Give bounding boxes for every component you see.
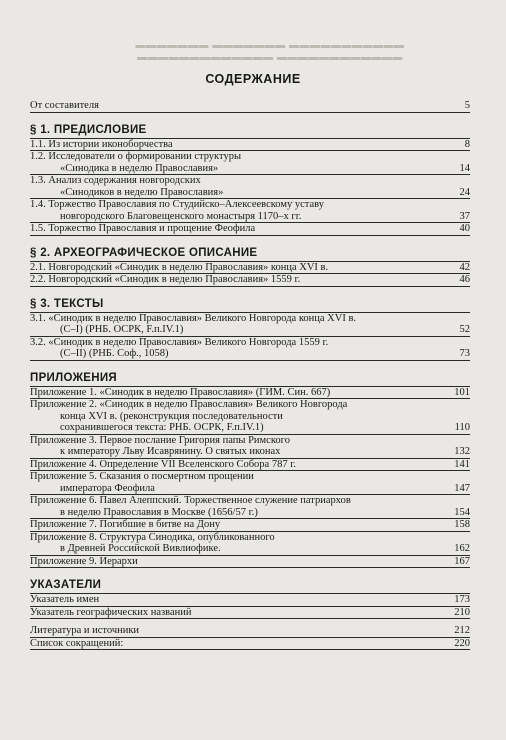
toc-entry-line: Приложение 8. Структура Синодика, опубликованного (30, 531, 275, 543)
toc-entry-preface[interactable] (30, 100, 470, 113)
toc-entry[interactable] (30, 313, 470, 337)
toc-entry-line: 1.2. Исследователи о формировании структуры (30, 151, 242, 162)
toc-entry-line: 3.2. «Синодик в неделю Православия» Великого Новгорода 1559 г. (30, 336, 329, 348)
page-number: 24 (459, 186, 470, 198)
toc-entry-label (30, 638, 470, 650)
section-heading: § 3. ТЕКСТЫ (30, 298, 470, 313)
page-number: 210 (454, 606, 470, 618)
toc-entry-line: 2.1. Новгородский «Синодик в неделю Православия» конца XVI в. (30, 261, 329, 273)
toc-entry-label (30, 223, 470, 235)
toc-entry-line: Литература и источники (30, 625, 140, 636)
page-number: 8 (464, 138, 470, 150)
toc-entry-line: Приложение 7. Погибшие в битве на Дону (30, 519, 221, 530)
toc-entry-line: Приложение 4. Определение VII Вселенского Собора 787 г. (30, 458, 296, 470)
toc-entry-line: 1.3. Анализ содержания новгородских (30, 175, 201, 186)
toc-entry[interactable] (30, 471, 470, 495)
toc-entry-line: Указатель географических названий (30, 606, 192, 618)
toc-entry[interactable] (30, 262, 470, 275)
page-number: 101 (454, 386, 470, 398)
section-heading: § 1. ПРЕДИСЛОВИЕ (30, 124, 470, 139)
toc-entry[interactable] (30, 337, 470, 361)
page-number: 46 (459, 274, 470, 285)
toc-entry[interactable] (30, 387, 470, 400)
page-number: 37 (459, 210, 470, 222)
toc-entry-line: Приложение 5. Сказания о посмертном прощении (30, 471, 254, 482)
toc-entry-label (30, 625, 470, 637)
toc-entry[interactable] (30, 399, 470, 435)
page-number: 220 (454, 637, 470, 649)
toc-entry-line: «Синодика в неделю Православия» (60, 162, 219, 174)
page-number: 14 (459, 162, 470, 174)
toc-entry-label (30, 556, 470, 568)
page-number: 154 (454, 506, 470, 518)
page-number: 132 (454, 446, 470, 457)
toc-entry-line: 1.1. Из истории иконоборчества (30, 138, 173, 150)
toc-entry[interactable] (30, 495, 470, 519)
toc-entry-label (30, 139, 470, 151)
toc-entry-label (30, 262, 470, 274)
toc-entry[interactable] (30, 625, 470, 638)
page-number: 158 (454, 519, 470, 530)
toc-entry-line: Список сокращений: (30, 637, 124, 649)
toc-entry-line: Приложение 6. Павел Алеппский. Торжественное служение патриархов (30, 495, 351, 506)
toc-entry-label (30, 594, 470, 606)
toc-entry-label (30, 387, 470, 399)
page-number: 42 (459, 261, 470, 273)
toc-entry-line: к императору Льву Исаврянину. О святых иконах (60, 446, 281, 457)
toc-entry-line: новгородского Благовещенского монастыря 1170–х гг. (60, 210, 302, 222)
page-number: 147 (454, 482, 470, 494)
toc-entry[interactable] (30, 199, 470, 223)
page-number: 5 (464, 100, 470, 111)
toc-entry-label (30, 175, 470, 198)
toc-entry-line: в неделю Православия в Москве (1656/57 г.) (60, 506, 258, 518)
toc-entry[interactable] (30, 556, 470, 569)
toc-entry-line: Приложение 2. «Синодик в неделю Православия» Великого Новгорода (30, 399, 348, 410)
toc-entry-line: Приложение 3. Первое послание Григория папы Римского (30, 434, 290, 446)
page-number: 52 (459, 324, 470, 335)
toc-entry-line: Приложение 1. «Синодик в неделю Православия» (ГИМ. Син. 667) (30, 386, 331, 398)
toc-entry-label (30, 337, 470, 360)
toc-entry[interactable] (30, 519, 470, 532)
toc-entry[interactable] (30, 274, 470, 287)
toc-entry[interactable] (30, 607, 470, 620)
toc-entry-label (30, 399, 470, 434)
page-number: 167 (454, 555, 470, 567)
table-of-contents (30, 96, 470, 650)
toc-entry[interactable] (30, 532, 470, 556)
toc-entry[interactable] (30, 151, 470, 175)
toc-entry-label (30, 607, 470, 619)
toc-entry-label (30, 459, 470, 471)
toc-entry[interactable] (30, 139, 470, 152)
toc-entry-line: Указатель имен (30, 594, 100, 605)
toc-entry-line: сохранившегося текста: РНБ. ОСРК, F.п.IV.1) (60, 422, 264, 433)
section-heading: ПРИЛОЖЕНИЯ (30, 372, 470, 387)
bleed-through-text: ▬▬▬▬▬▬▬ ▬▬▬▬▬▬▬ ▬▬▬▬▬▬▬▬▬▬▬ ▬▬▬▬▬▬▬▬▬▬▬▬▬ ▬▬▬▬▬▬▬▬▬▬▬▬ (135, 40, 405, 63)
toc-entry-line: 3.1. «Синодик в неделю Православия» Великого Новгорода конца XVI в. (30, 312, 357, 324)
toc-entry-label (30, 151, 470, 174)
toc-entry-line: (С–I) (РНБ. ОСРК, F.п.IV.1) (60, 324, 184, 335)
toc-entry-line: в Древней Российской Вивлиофике. (60, 543, 221, 554)
toc-entry-line: 2.2. Новгородский «Синодик в неделю Православия» 1559 г. (30, 274, 301, 285)
toc-entry-line: императора Феофила (60, 482, 155, 494)
toc-entry-label (30, 532, 470, 555)
page-number: 73 (459, 348, 470, 359)
page-title: СОДЕРЖАНИЕ (205, 72, 301, 86)
toc-entry[interactable] (30, 435, 470, 459)
toc-entry-label (30, 313, 470, 336)
toc-entry-line: 1.4. Торжество Православия по Студийско–Алексеевскому уставу (30, 199, 324, 210)
toc-entry-line: 1.5. Торжество Православия и прощение Феофила (30, 223, 256, 234)
toc-entry[interactable] (30, 638, 470, 651)
toc-entry-line: (С–II) (РНБ. Соф., 1058) (60, 348, 169, 359)
toc-entry-label (30, 199, 470, 222)
page-number: 162 (454, 543, 470, 554)
toc-entry-label (30, 495, 470, 518)
toc-entry-line: «Синодиков в неделю Православия» (60, 186, 224, 198)
toc-entry[interactable] (30, 223, 470, 236)
toc-entry-label: От составителя (30, 100, 99, 111)
page-number: 141 (454, 458, 470, 470)
toc-entry[interactable] (30, 594, 470, 607)
page-number: 40 (459, 223, 470, 234)
toc-entry-label (30, 435, 470, 458)
page-number: 173 (454, 594, 470, 605)
section-heading: § 2. АРХЕОГРАФИЧЕСКОЕ ОПИСАНИЕ (30, 247, 470, 262)
toc-entry-label (30, 471, 470, 494)
page-number: 212 (454, 625, 470, 636)
toc-entry-line: Приложение 9. Иерархи (30, 555, 138, 567)
toc-entry-line: конца XVI в. (реконструкция последовательности (60, 410, 283, 422)
toc-entry-label (30, 274, 470, 286)
section-heading: УКАЗАТЕЛИ (30, 579, 470, 594)
toc-entry[interactable] (30, 459, 470, 472)
toc-entry-label (30, 519, 470, 531)
page-number: 110 (454, 422, 470, 433)
toc-entry[interactable] (30, 175, 470, 199)
